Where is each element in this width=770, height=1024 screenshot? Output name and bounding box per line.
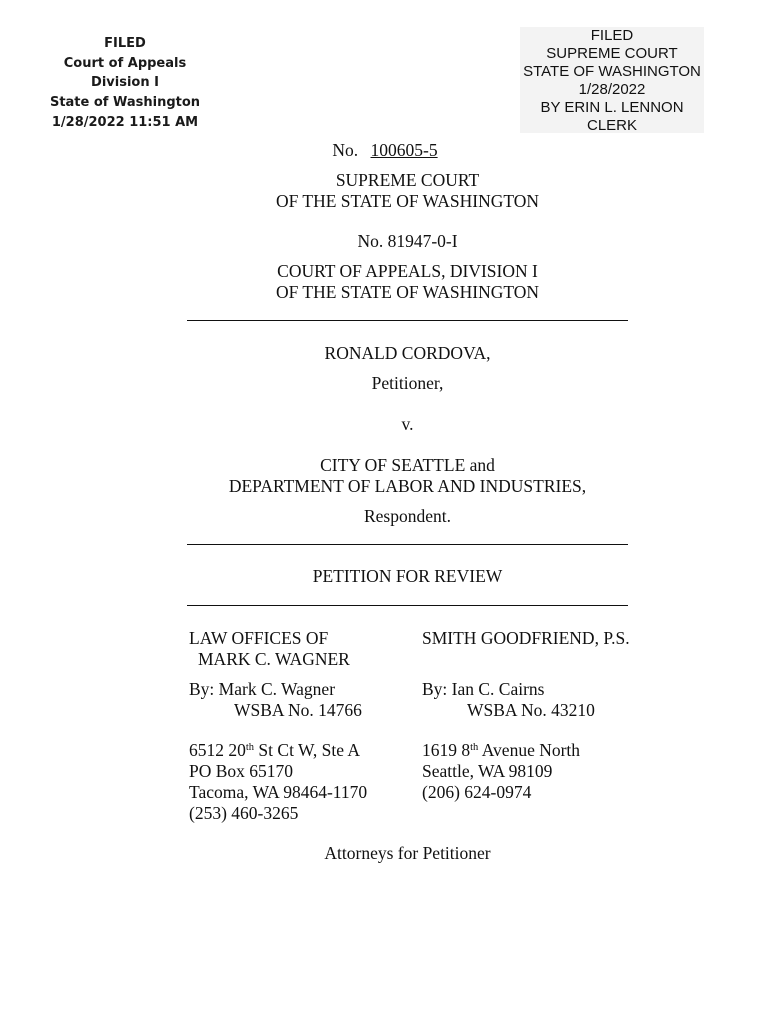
respondent-line-1: CITY OF SEATTLE and <box>320 455 495 475</box>
respondent-line-2: DEPARTMENT OF LABOR AND INDUSTRIES, <box>228 476 587 496</box>
attorney-name: By: Ian C. Cairns <box>422 679 545 699</box>
city-state-zip: Seattle, WA 98109 <box>422 761 553 781</box>
court-name-line-1: COURT OF APPEALS, DIVISION I <box>277 261 538 281</box>
stamp-date: 1/28/2022 <box>578 80 646 98</box>
counsel-left-attorney <box>189 679 362 721</box>
street-address: 1619 8th Avenue North <box>422 740 581 760</box>
stamp-datetime: 1/28/2022 11:51 AM <box>51 114 199 130</box>
counsel-right-attorney <box>422 679 595 721</box>
city-state-zip: Tacoma, WA 98464-1170 <box>189 782 368 802</box>
respondent-names <box>187 455 628 497</box>
wsba-number: WSBA No. 43210 <box>467 700 595 720</box>
court-name-line-2: OF THE STATE OF WASHINGTON <box>275 191 540 211</box>
stamp-division: Division I <box>91 75 159 91</box>
attorney-name: By: Mark C. Wagner <box>189 679 336 699</box>
respondent-role: Respondent. <box>363 506 451 526</box>
stamp-court-name: SUPREME COURT <box>546 44 678 62</box>
divider <box>187 320 628 321</box>
phone-number: (253) 460-3265 <box>189 803 299 823</box>
court-name-line-2: OF THE STATE OF WASHINGTON <box>275 282 540 302</box>
stamp-clerk-by: BY ERIN L. LENNON <box>540 98 684 116</box>
petitioner-role: Petitioner, <box>371 373 444 393</box>
petitioner-name: RONALD CORDOVA, <box>324 343 491 363</box>
supreme-court-caption <box>187 170 628 212</box>
stamp-clerk-title: CLERK <box>586 116 638 134</box>
wsba-number: WSBA No. 14766 <box>234 700 362 720</box>
counsel-right-address <box>422 740 580 803</box>
case-number-label: No. <box>332 140 359 160</box>
stamp-state: STATE OF WASHINGTON <box>523 62 701 80</box>
supreme-court-case-number <box>0 140 770 161</box>
counsel-right-firm: SMITH GOODFRIEND, P.S. <box>422 628 630 648</box>
phone-number: (206) 624-0974 <box>422 782 532 802</box>
supreme-court-filing-stamp <box>520 27 704 133</box>
case-number-value: 100605-5 <box>370 140 438 160</box>
po-box: PO Box 65170 <box>189 761 294 781</box>
court-name-line-1: SUPREME COURT <box>335 170 480 190</box>
street-address: 6512 20th St Ct W, Ste A <box>189 740 361 760</box>
firm-line-2: MARK C. WAGNER <box>198 649 350 669</box>
attorneys-for-label: Attorneys for Petitioner <box>324 843 491 863</box>
divider <box>187 605 628 606</box>
court-of-appeals-filing-stamp <box>48 34 202 133</box>
versus: v. <box>401 414 414 434</box>
stamp-filed-label: FILED <box>104 36 146 51</box>
firm-line-1: LAW OFFICES OF <box>189 628 329 648</box>
stamp-court-name: Court of Appeals <box>63 55 187 71</box>
stamp-state: State of Washington <box>49 95 201 111</box>
counsel-left-firm <box>189 628 350 670</box>
appeals-case-number: No. 81947-0-I <box>357 231 458 251</box>
document-title: PETITION FOR REVIEW <box>312 566 503 586</box>
counsel-left-address <box>189 740 367 824</box>
divider <box>187 544 628 545</box>
appeals-court-caption <box>187 261 628 303</box>
stamp-filed-label: FILED <box>590 27 634 44</box>
